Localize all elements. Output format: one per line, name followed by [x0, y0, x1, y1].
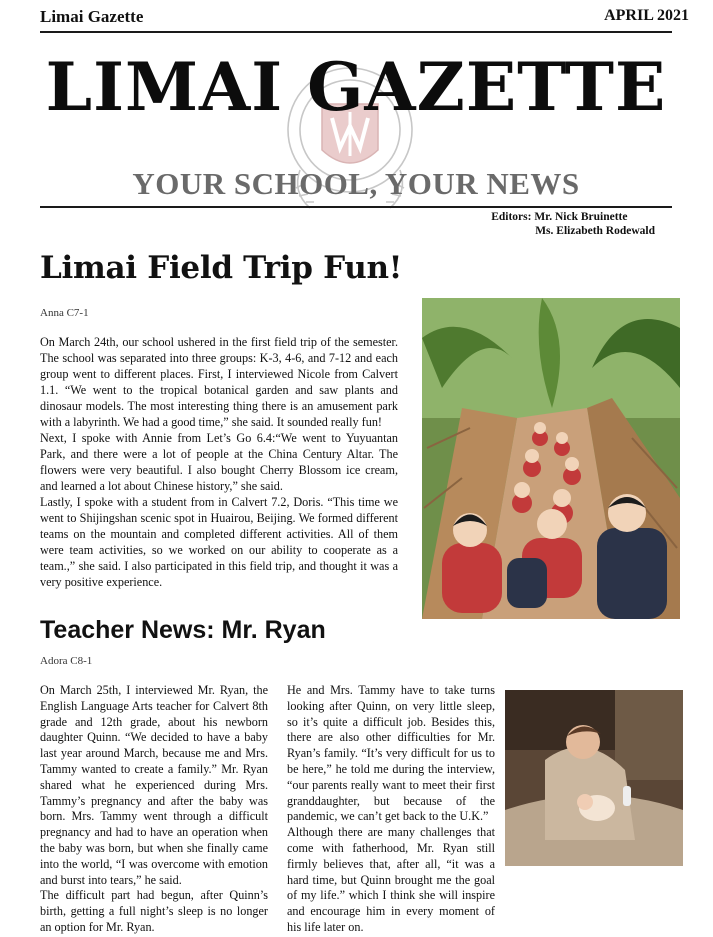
- masthead-tagline: YOUR SCHOOL, YOUR NEWS: [132, 166, 580, 201]
- header-date: APRIL 2021: [604, 7, 689, 24]
- article2-paragraph: He and Mrs. Tammy have to take turns looking after Quinn, on very little sleep, so it’s quite a difficult job. Besides this, there are also other difficulties for Mr. Ryan’s family. “It’s very difficult for us to be here,” he told me during the interview, “our parents really want to meet their first granddaughter, but because of the pandemic, we can’t get back to the U.K.”: [287, 683, 495, 824]
- masthead-divider: [40, 206, 672, 208]
- masthead-title: LIMAI GAZETTE: [45, 48, 667, 126]
- article1-byline: Anna C7-1: [40, 307, 89, 319]
- field-trip-photo: [422, 298, 680, 619]
- article1-body: [40, 334, 398, 590]
- top-divider: [40, 31, 672, 33]
- teacher-with-baby-photo: [505, 690, 683, 866]
- article2-paragraph: On March 25th, I interviewed Mr. Ryan, the English Language Arts teacher for Calvert 8th grade and 12th grade, about his newborn daughter Quinn. “We decided to have a baby last year around March, because me and Mrs. Tammy wanted to create a family.” Mr. Ryan shared what he experienced during Mrs. Tammy’s pregnancy and after the baby was born. Mrs. Tammy went through a difficult pregnancy and had to have an operation when the baby was born, but when she finally came into the world, “I was overcome with emotion and burst into tears,” he said.: [40, 683, 268, 887]
- header-publication-name: Limai Gazette: [40, 7, 144, 26]
- article2-byline: Adora C8-1: [40, 655, 93, 667]
- article2-paragraph: Although there are many challenges that come with fatherhood, Mr. Ryan still firmly believes that, after all, “it was a hard time, but Quinn brought me the goal of my life.” which I think she will inspire and encourage him in every moment of his life later on.: [287, 825, 495, 934]
- article1-paragraph: On March 24th, our school ushered in the first field trip of the semester. The school was separated into three groups: K-3, 4-6, and 7-12 and each group went to different places. First, I interviewed Nicole from Calvert 1.1. “We went to the tropical botanical garden and saw plants and dinosaur models. The most interesting thing there is an amusement park with a labyrinth. We had a good time,” she said. It sounded really fun!: [40, 335, 398, 429]
- editors-line-2: Ms. Elizabeth Rodewald: [535, 225, 655, 237]
- article2-column-left: [40, 683, 268, 936]
- editors-credit: [491, 210, 655, 238]
- article1-paragraph: Lastly, I spoke with a student from in Calvert 7.2, Doris. “This time we went to Shijingshan scenic spot in Huairou, Beijing. We formed different teams on the mountain and completed different activities. All of them were team activities, so we worked on our ability to cooperate as a team.,” she said. I also participated in this field trip, and thought it was a very positive experience.: [40, 495, 398, 589]
- article2-paragraph: The difficult part had begun, after Quinn’s birth, getting a full night’s sleep is no longer an option for Mr. Ryan.: [40, 888, 268, 934]
- article2-column-middle: [287, 683, 495, 936]
- editors-line-1: Editors: Mr. Nick Bruinette: [491, 211, 628, 223]
- article2-headline: Teacher News: Mr. Ryan: [40, 616, 326, 644]
- article1-headline: Limai Field Trip Fun!: [40, 250, 403, 286]
- article1-paragraph: Next, I spoke with Annie from Let’s Go 6.4:“We went to Yuyuantan Park, and there were a lot of people at the China Century Altar. The flowers were very beautiful. I also bought Cherry Blossom ice cream, and learned a lot about Chinese history,” she said.: [40, 431, 398, 493]
